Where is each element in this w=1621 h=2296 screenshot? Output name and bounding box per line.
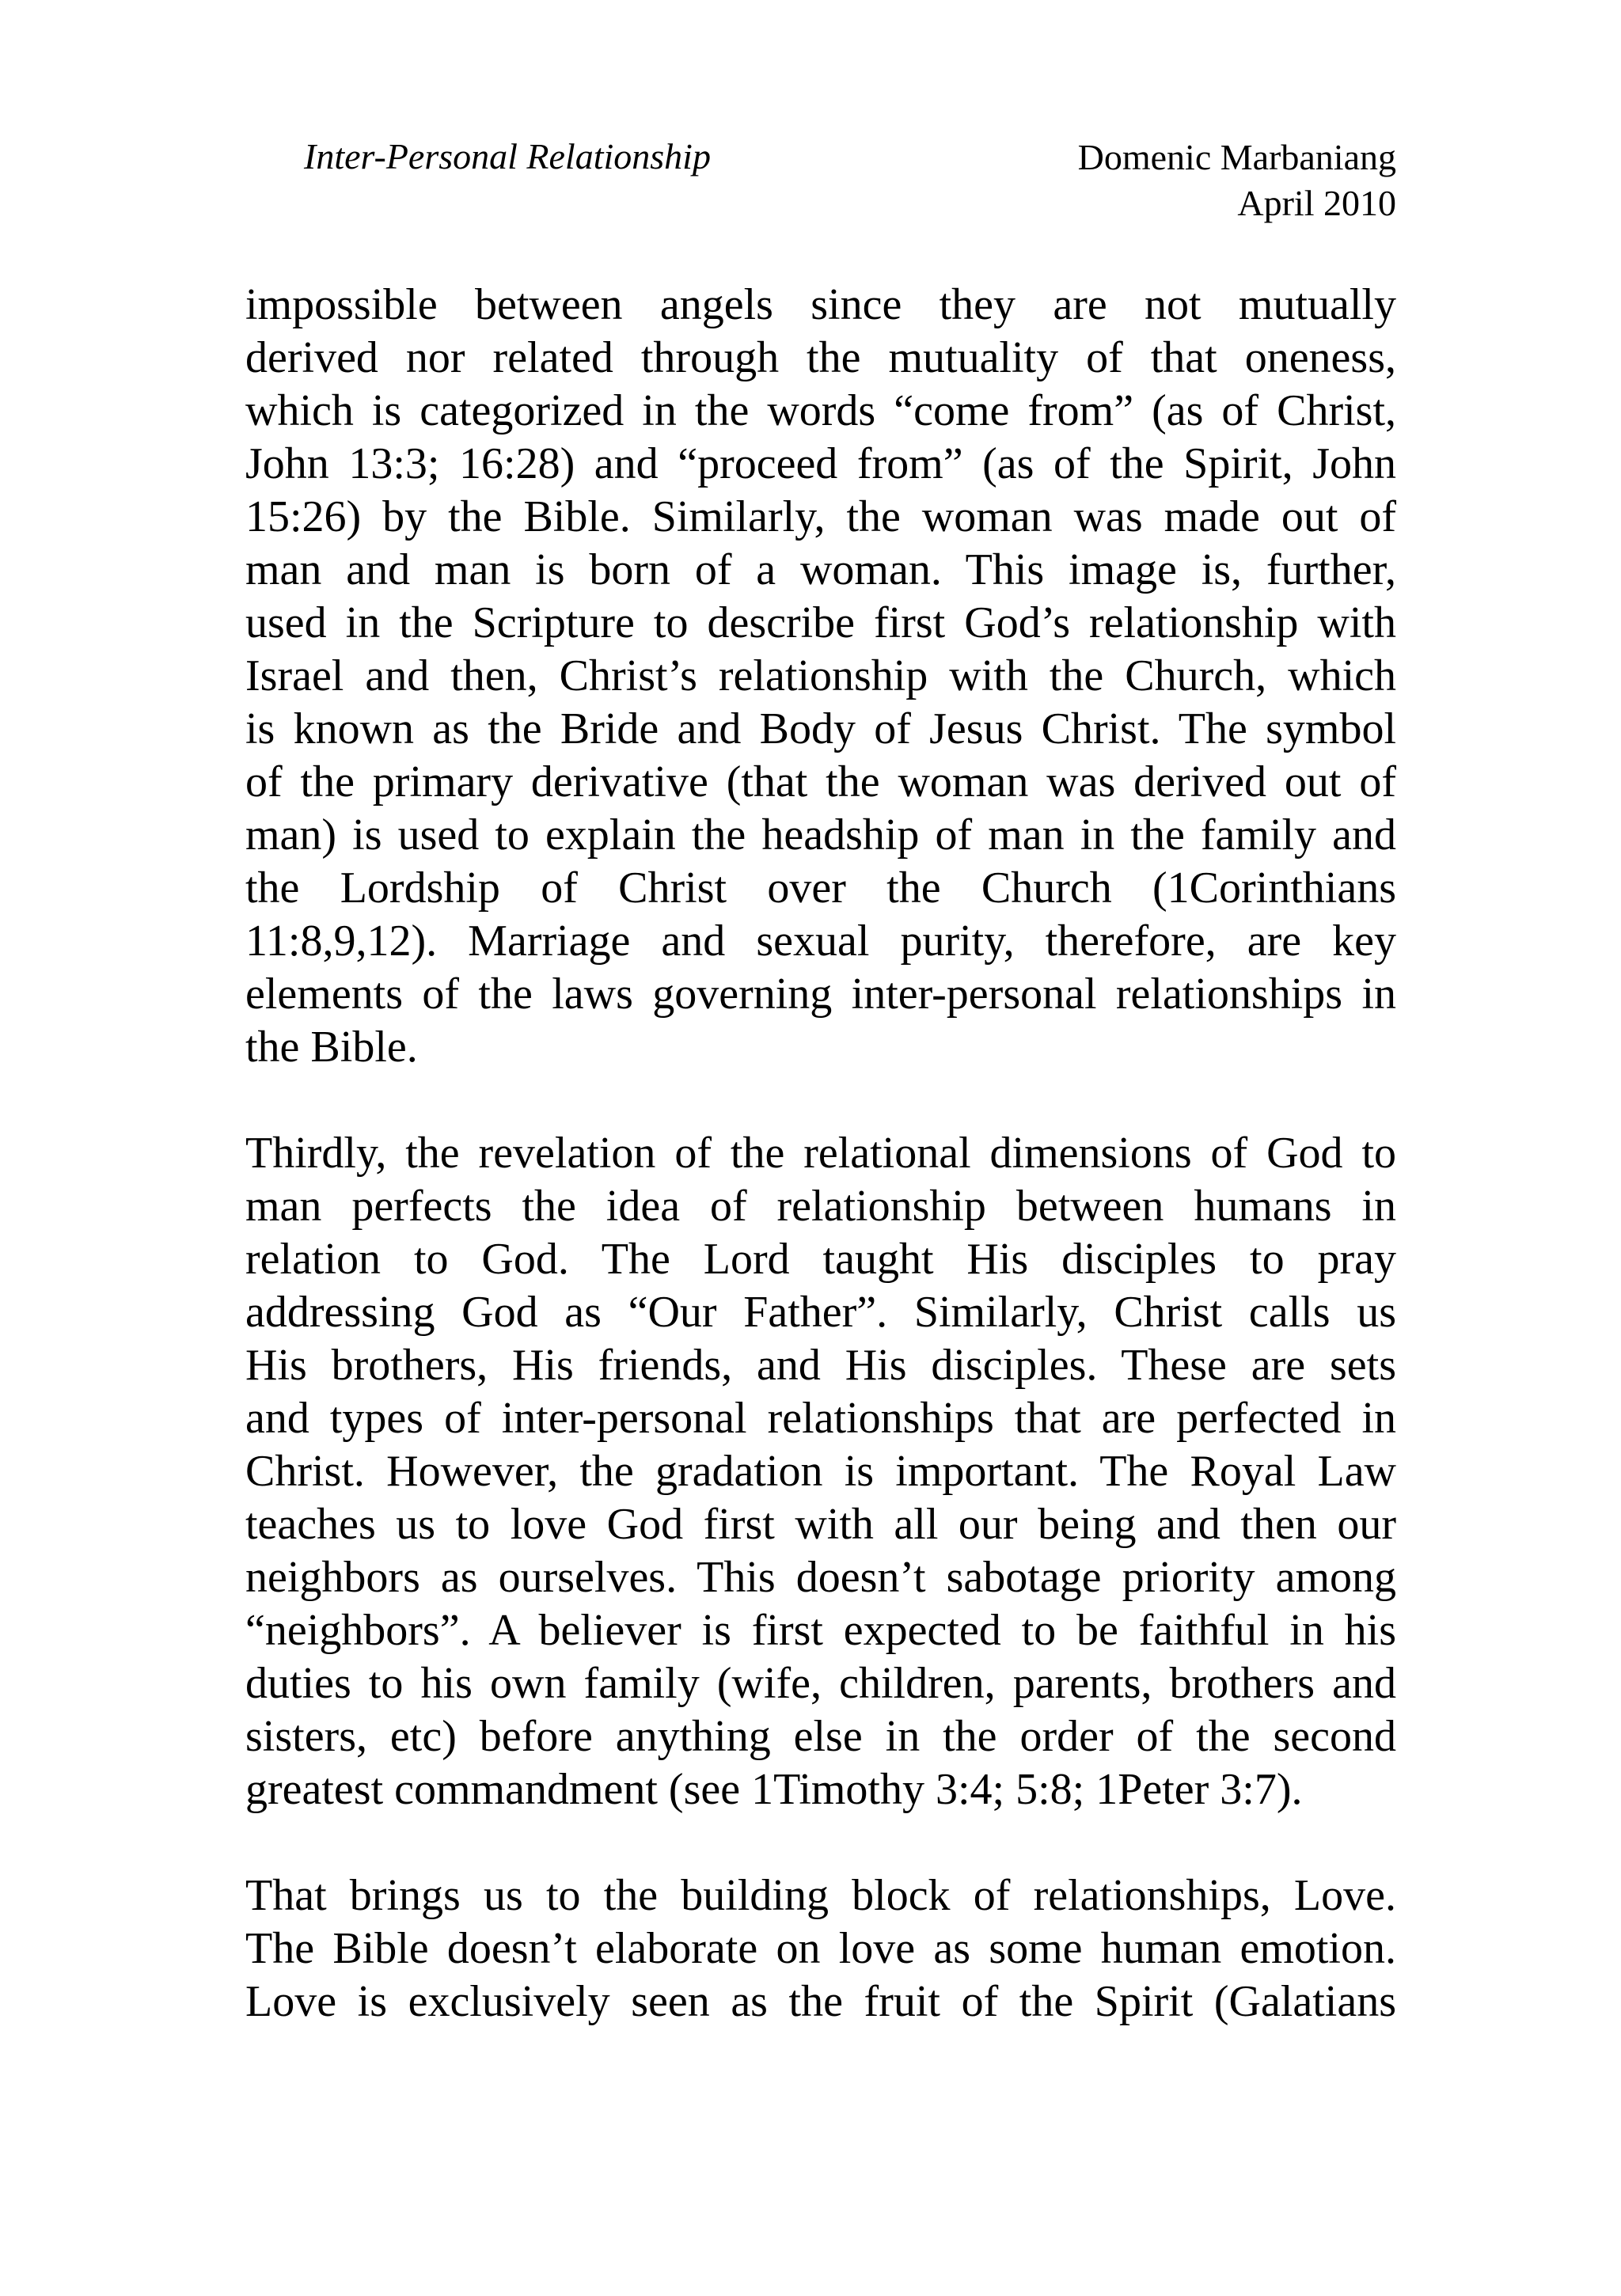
text-line: Israel and then, Christ’s relationship with the Church, which — [245, 651, 1396, 700]
text-line: used in the Scripture to describe first God’s relationship with — [245, 598, 1396, 647]
text-line: Thirdly, the revelation of the relational dimensions of God to — [245, 1129, 1396, 1178]
text-line: impossible between angels since they are not mutually — [245, 280, 1396, 329]
running-header-meta — [1078, 135, 1396, 226]
text-line: “neighbors”. A believer is first expected to be faithful in his — [245, 1606, 1396, 1655]
text-line: elements of the laws governing inter-personal relationships in — [245, 970, 1396, 1019]
text-line: That brings us to the building block of relationships, Love. — [245, 1871, 1396, 1920]
text-line: sisters, etc) before anything else in the order of the second — [245, 1712, 1396, 1761]
text-line: duties to his own family (wife, children, parents, brothers and — [245, 1659, 1396, 1708]
body-text — [245, 279, 1396, 2028]
header-date: April 2010 — [1237, 183, 1396, 223]
text-line: neighbors as ourselves. This doesn’t sabotage priority among — [245, 1553, 1396, 1602]
text-line: greatest commandment (see 1Timothy 3:4; 5:8; 1Peter 3:7). — [245, 1765, 1303, 1814]
text-line: relation to God. The Lord taught His disciples to pray — [245, 1235, 1396, 1284]
text-line: is known as the Bride and Body of Jesus Christ. The symbol — [245, 704, 1396, 753]
paragraph-gap — [245, 1816, 1396, 1869]
text-line: of the primary derivative (that the woman was derived out of — [245, 757, 1396, 806]
paragraph-gap — [245, 1074, 1396, 1127]
text-line: and types of inter-personal relationships that are perfected in — [245, 1394, 1396, 1443]
text-line: 15:26) by the Bible. Similarly, the woman was made out of — [245, 492, 1396, 541]
text-line: His brothers, His friends, and His disciples. These are sets — [245, 1341, 1396, 1390]
paragraph — [245, 279, 1396, 1074]
paragraph — [245, 1127, 1396, 1816]
text-line: John 13:3; 16:28) and “proceed from” (as of the Spirit, John — [245, 439, 1396, 488]
text-line: The Bible doesn’t elaborate on love as some human emotion. — [245, 1924, 1396, 1973]
text-line: man and man is born of a woman. This image is, further, — [245, 545, 1396, 594]
text-line: man) is used to explain the headship of man in the family and — [245, 810, 1396, 860]
header-author: Domenic Marbaniang — [1077, 137, 1396, 177]
text-line: 11:8,9,12). Marriage and sexual purity, therefore, are key — [245, 917, 1396, 966]
text-line: Christ. However, the gradation is important. The Royal Law — [245, 1447, 1396, 1496]
paragraph — [245, 1869, 1396, 2028]
text-line: derived nor related through the mutuality of that oneness, — [245, 333, 1396, 382]
text-line: the Bible. — [245, 1023, 418, 1072]
text-line: man perfects the idea of relationship between humans in — [245, 1182, 1396, 1231]
running-header-title: Inter-Personal Relationship — [304, 136, 711, 176]
text-line: Love is exclusively seen as the fruit of the Spirit (Galatians — [245, 1977, 1396, 2026]
text-line: the Lordship of Christ over the Church (1Corinthians — [245, 863, 1396, 913]
text-line: addressing God as “Our Father”. Similarly, Christ calls us — [245, 1288, 1396, 1337]
text-line: teaches us to love God first with all our being and then our — [245, 1500, 1396, 1549]
text-line: which is categorized in the words “come from” (as of Christ, — [245, 386, 1396, 435]
